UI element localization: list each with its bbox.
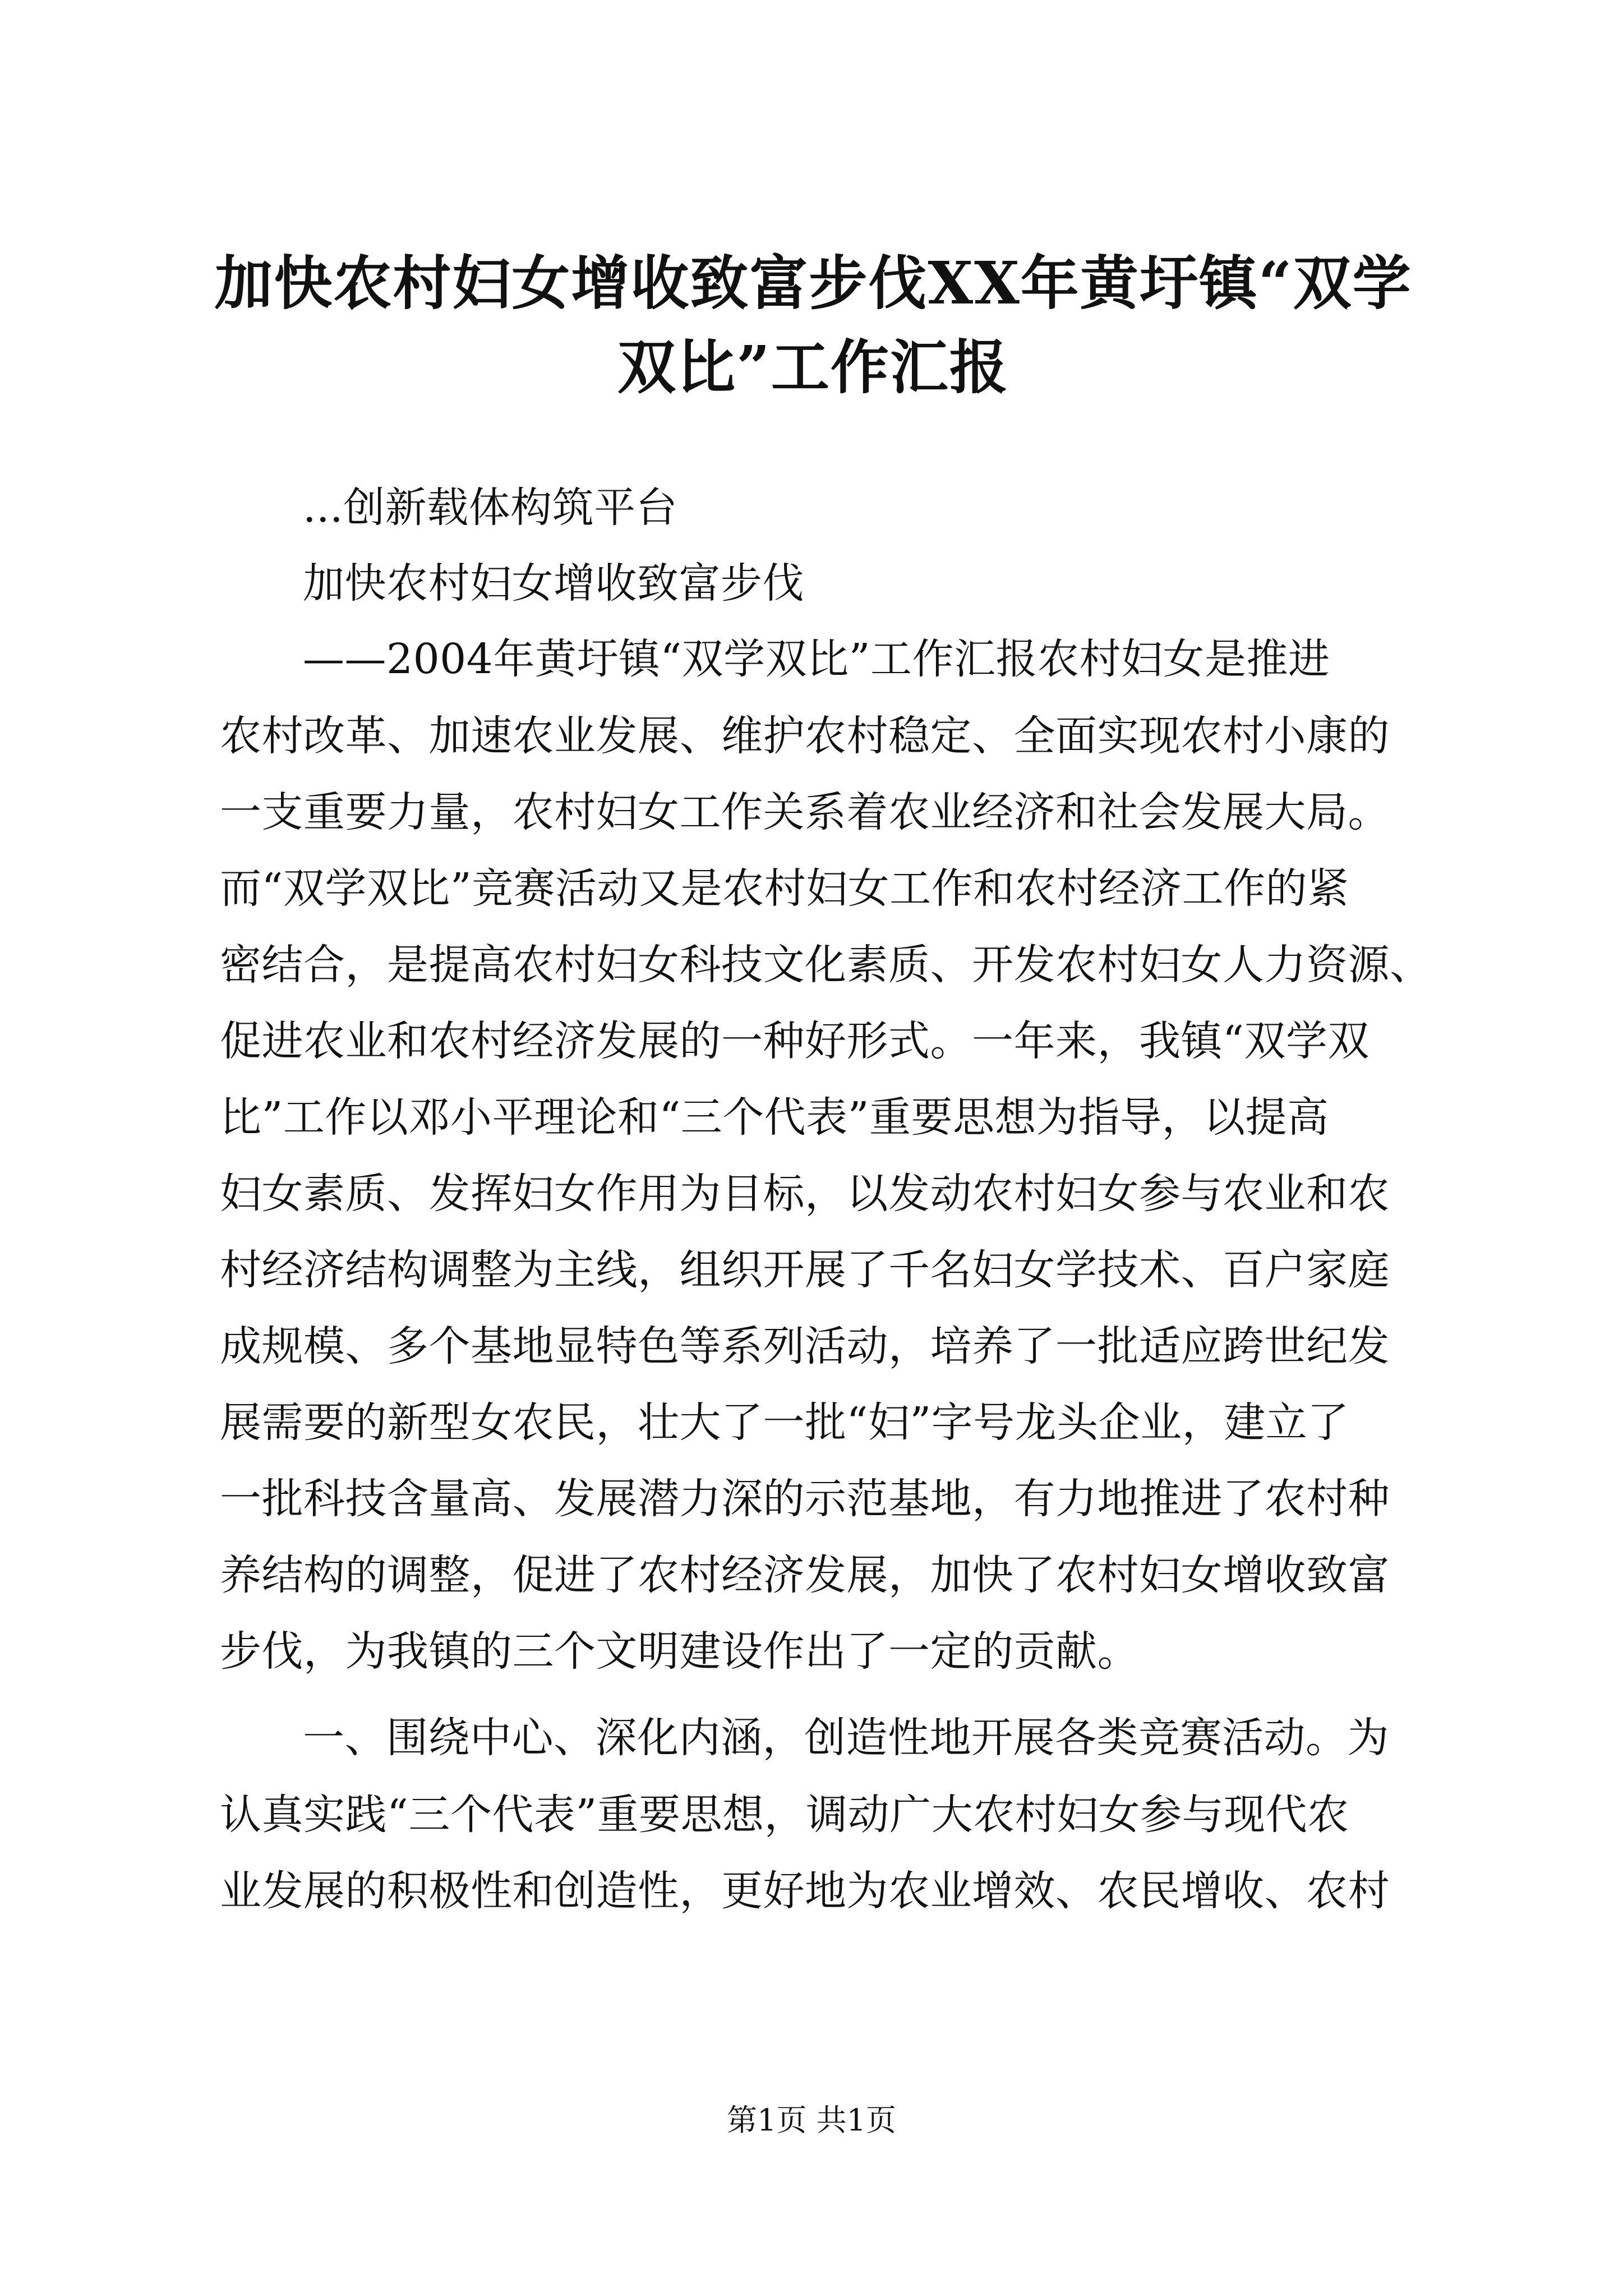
body-line: 步伐，为我镇的三个文明建设作出了一定的贡献。 (220, 1627, 1139, 1676)
body-line: 农村改革、加速农业发展、维护农村稳定、全面实现农村小康的 (220, 712, 1390, 760)
body-line: 村经济结构调整为主线，组织开展了千名妇女学技术、百户家庭 (220, 1246, 1390, 1294)
body-line: 认真实践“三个代表”重要思想，调动广大农村妇女参与现代农 (220, 1791, 1349, 1839)
body-line: 一批科技含量高、发展潜力深的示范基地，有力地推进了农村种 (220, 1475, 1390, 1523)
body-line: 比”工作以邓小平理论和“三个代表”重要思想为指导，以提高 (220, 1093, 1329, 1142)
subtitle-line: ...创新载体构筑平台 (303, 484, 678, 532)
body-line: 成规模、多个基地显特色等系列活动，培养了一批适应跨世纪发 (220, 1322, 1390, 1370)
body-line: 业发展的积极性和创造性，更好地为农业增效、农民增收、农村 (220, 1867, 1390, 1915)
body-line: 妇女素质、发挥妇女作用为目标，以发动农村妇女参与农业和农 (220, 1170, 1390, 1218)
body-line: ——2004年黄圩镇“双学双比”工作汇报农村妇女是推进 (303, 635, 1330, 683)
body-line: 促进农业和农村经济发展的一种好形式。一年来，我镇“双学双 (220, 1017, 1370, 1065)
document-title: 加快农村妇女增收致富步伐XX年黄圩镇“双学双比”工作汇报 (214, 249, 1412, 402)
body-line: 一、围绕中心、深化内涵，创造性地开展各类竞赛活动。为 (303, 1714, 1389, 1762)
subtitle-line: 加快农村妇女增收致富步伐 (303, 559, 804, 608)
body-line: 一支重要力量，农村妇女工作关系着农业经济和社会发展大局。 (220, 788, 1390, 836)
body-line: 养结构的调整，促进了农村经济发展，加快了农村妇女增收致富 (220, 1551, 1390, 1599)
body-line: 而“双学双比”竞赛活动又是农村妇女工作和农村经济工作的紧 (220, 864, 1349, 913)
page-footer: 第1页 共1页 (727, 2102, 896, 2138)
body-line: 展需要的新型女农民，壮大了一批“妇”字号龙头企业，建立了 (220, 1398, 1349, 1447)
body-line: 密结合，是提高农村妇女科技文化素质、开发农村妇女人力资源、 (220, 941, 1432, 989)
